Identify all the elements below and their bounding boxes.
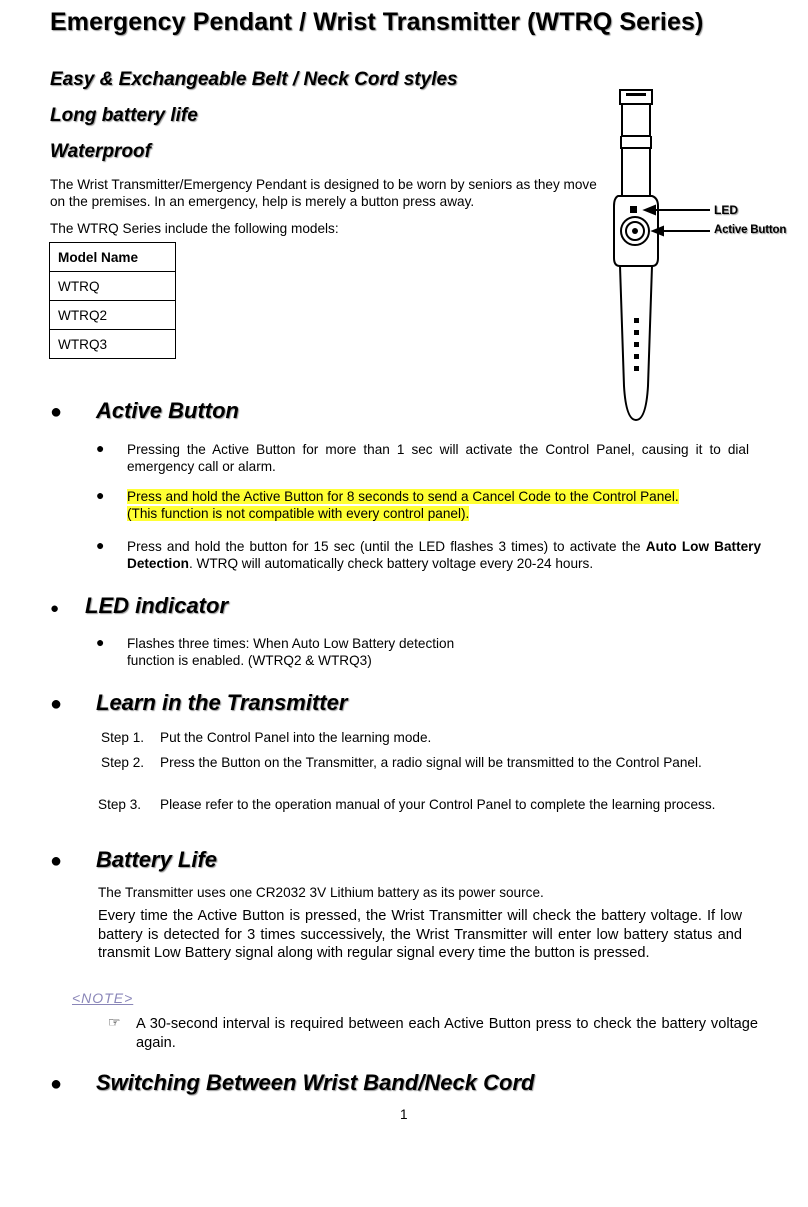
- battery-check-paragraph: Every time the Active Button is pressed, the Wrist Transmitter will check the battery voltage. If low battery is detected for 3 times successively, the Wrist Transmitter will enter low battery status and transmit Low Battery signal along with regular signal every time the button is pressed.: [98, 908, 742, 961]
- step-label: Step 2.: [101, 755, 145, 770]
- section-heading-led: LED indicator: [85, 593, 229, 618]
- models-table: [49, 242, 176, 359]
- step-text: Press the Button on the Transmitter, a radio signal will be transmitted to the Control Panel.: [160, 755, 702, 770]
- section-heading-battery: Battery Life: [96, 847, 218, 872]
- intro-paragraph: The Wrist Transmitter/Emergency Pendant is designed to be worn by seniors as they move on the premises. In an emergency, help is merely a button press away.: [50, 177, 597, 209]
- table-row: WTRQ3: [50, 330, 176, 359]
- section-heading-active-button: Active Button: [96, 398, 239, 423]
- section-bullet: ●: [50, 600, 60, 617]
- section-bullet: ●: [50, 1073, 63, 1095]
- table-row: WTRQ: [50, 272, 176, 301]
- highlight-text: (This function is not compatible with every control panel).: [127, 506, 470, 521]
- page-number: 1: [400, 1107, 408, 1122]
- pointing-hand-icon: ☞: [108, 1014, 121, 1030]
- battery-power-source: The Transmitter uses one CR2032 3V Lithium battery as its power source.: [98, 885, 544, 900]
- text-span: . WTRQ will automatically check battery voltage every 20-24 hours.: [188, 556, 594, 571]
- models-table-header: Model Name: [50, 243, 176, 272]
- wrist-transmitter-figure: [600, 86, 800, 426]
- led-item-1: Flashes three times: When Auto Low Battery detection function is enabled. (WTRQ2 & WTRQ3): [127, 636, 455, 668]
- step-text: Please refer to the operation manual of your Control Panel to complete the learning process.: [160, 797, 716, 812]
- step-text: Put the Control Panel into the learning mode.: [160, 730, 432, 745]
- bold-text: Auto Low Battery Detection: [127, 539, 762, 571]
- active-button-label: Active Button: [714, 224, 787, 236]
- section-bullet: ●: [50, 693, 63, 715]
- text-span: Press and hold the button for 15 sec (until the LED flashes 3 times) to activate the: [127, 539, 646, 554]
- note-text: A 30-second interval is required between each Active Button press to check the battery voltage again.: [136, 1016, 758, 1051]
- note-label: <NOTE>: [72, 990, 134, 1006]
- active-button-item-2: [127, 488, 749, 522]
- active-button-item-1: Pressing the Active Button for more than 1 sec will activate the Control Panel, causing it to dial emergency call or alarm.: [127, 442, 749, 474]
- list-bullet: ●: [96, 537, 105, 553]
- section-heading-switching: Switching Between Wrist Band/Neck Cord: [96, 1070, 535, 1095]
- feature-exchangeable: Easy & Exchangeable Belt / Neck Cord styles: [50, 69, 458, 90]
- page-title: Emergency Pendant / Wrist Transmitter (WTRQ Series): [50, 8, 704, 36]
- section-heading-learn: Learn in the Transmitter: [96, 690, 348, 715]
- list-bullet: ●: [96, 634, 105, 650]
- list-bullet: ●: [96, 487, 105, 503]
- highlight-text: Press and hold the Active Button for 8 seconds to send a Cancel Code to the Control Panel.: [127, 489, 679, 504]
- table-row: WTRQ2: [50, 301, 176, 330]
- led-label: LED: [714, 203, 738, 217]
- feature-waterproof: Waterproof: [50, 141, 151, 162]
- section-bullet: ●: [50, 850, 63, 872]
- list-bullet: ●: [96, 440, 105, 456]
- models-intro: The WTRQ Series include the following models:: [50, 221, 339, 236]
- section-bullet: ●: [50, 401, 63, 423]
- feature-battery-life: Long battery life: [50, 105, 198, 126]
- step-label: Step 3.: [98, 797, 142, 812]
- step-label: Step 1.: [101, 730, 145, 745]
- active-button-item-3: [127, 538, 761, 572]
